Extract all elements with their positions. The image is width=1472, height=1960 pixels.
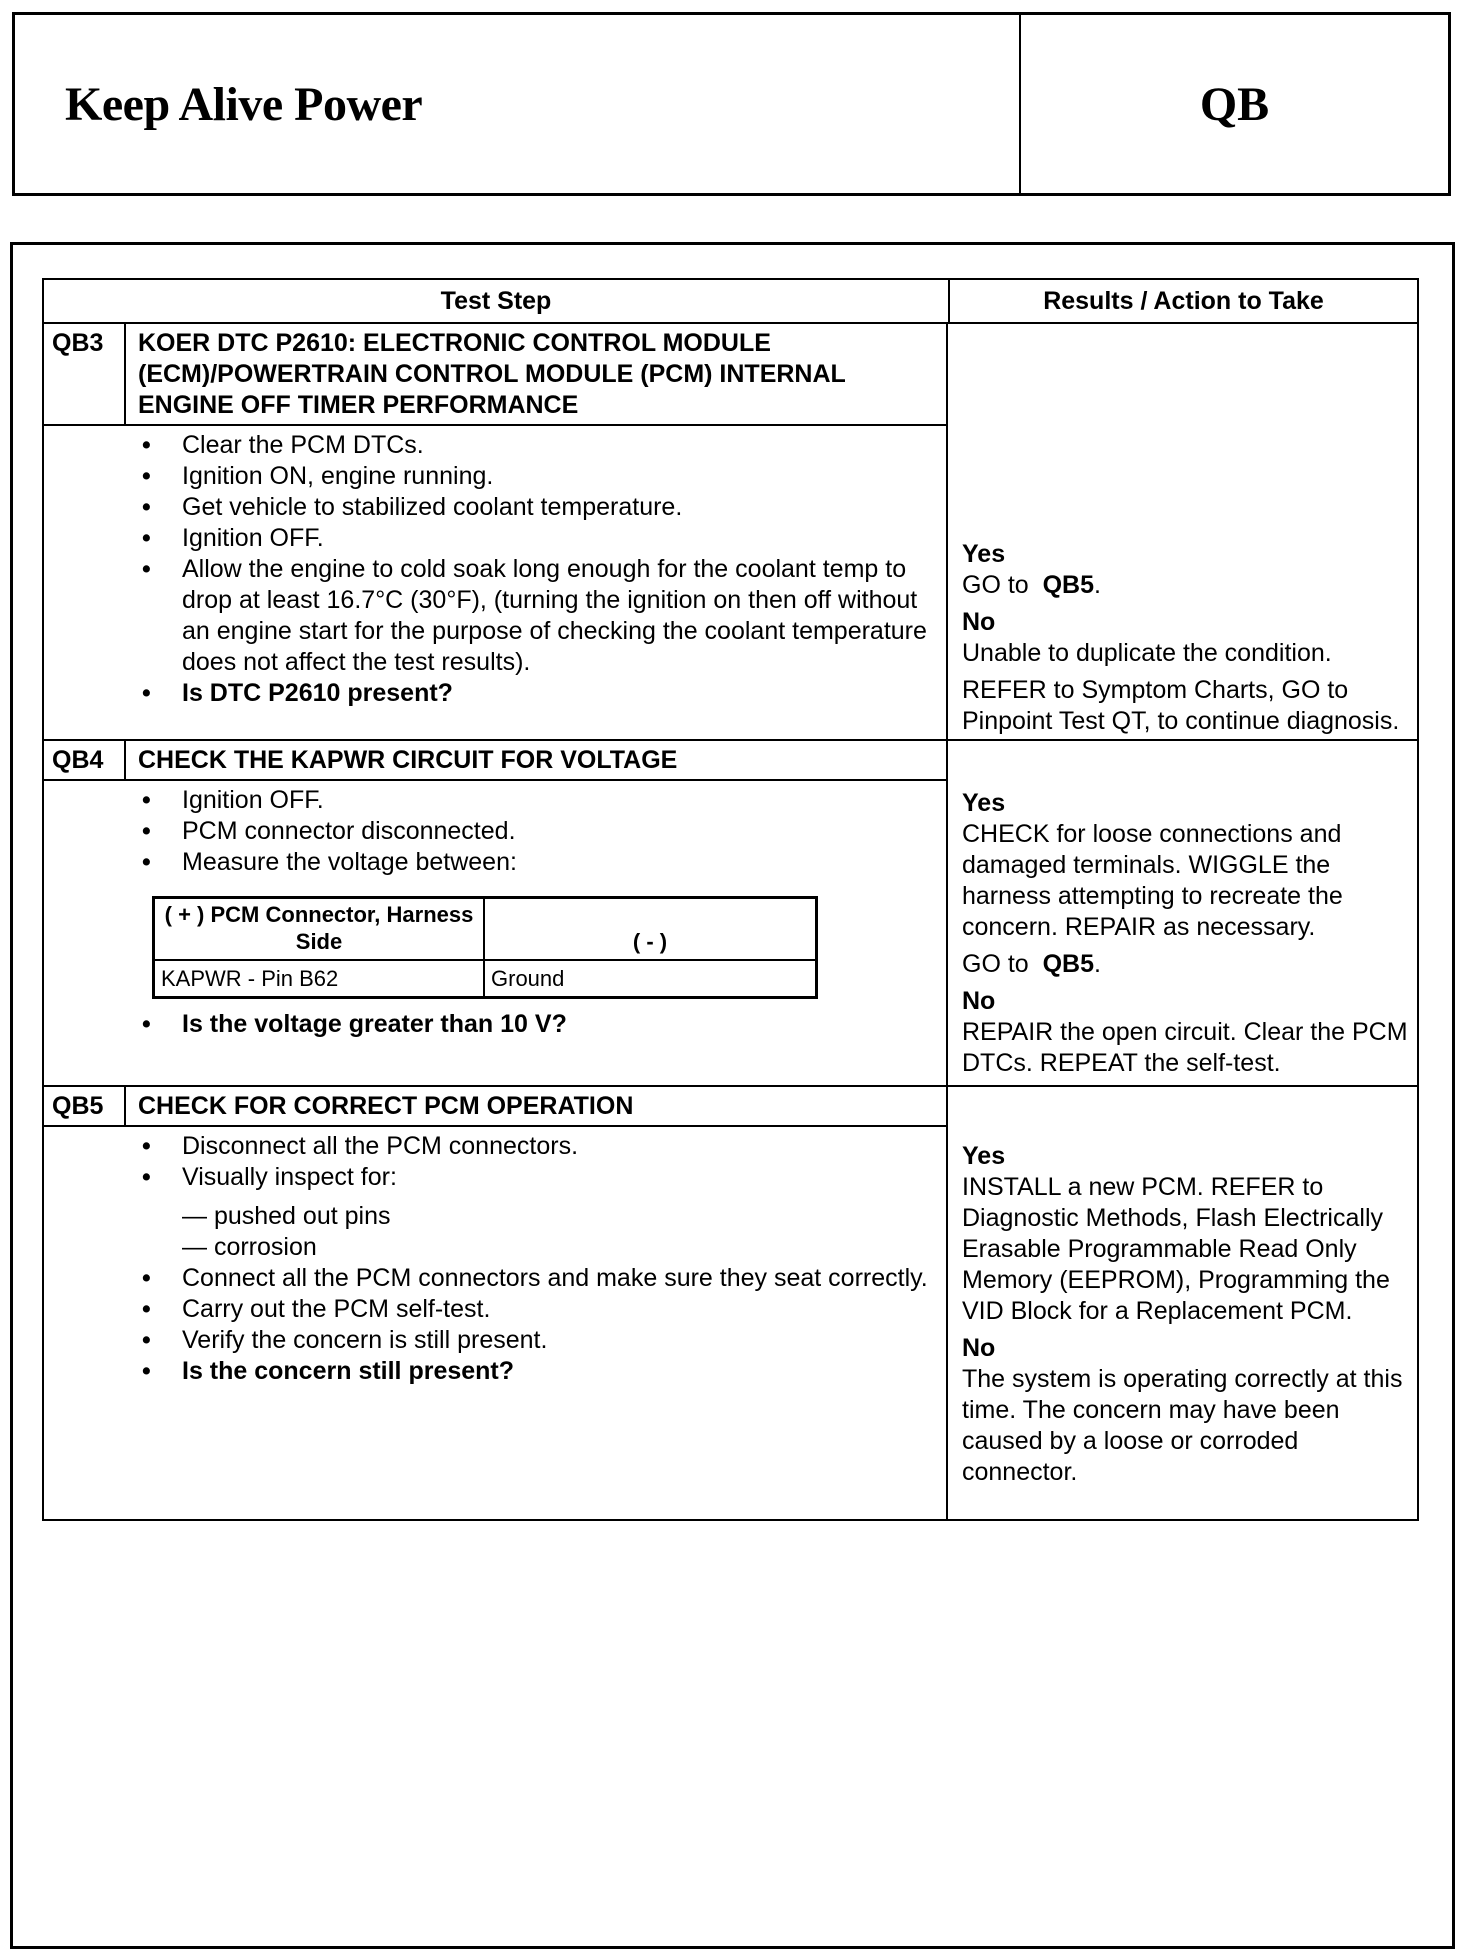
yes-label: Yes: [962, 1142, 1006, 1170]
goto-link-qb5[interactable]: QB5: [1042, 571, 1094, 599]
yes-action: [962, 570, 1409, 601]
step-id: QB5: [44, 1087, 126, 1125]
instruction-item: • Disconnect all the PCM connectors.: [44, 1131, 936, 1162]
step-question: • Is the concern still present?: [44, 1356, 936, 1387]
step-results: [948, 1087, 1417, 1519]
goto-suffix: .: [1094, 571, 1101, 599]
step-instructions: [44, 1127, 946, 1519]
step-heading: CHECK THE KAPWR CIRCUIT FOR VOLTAGE: [138, 746, 678, 774]
measurement-header-positive: ( + ) PCM Connector, Harness Side: [154, 898, 485, 961]
no-action: Unable to duplicate the condition.: [962, 639, 1332, 667]
step-results: [948, 324, 1417, 739]
pinpoint-test-table: [42, 278, 1419, 1521]
instruction-item: • Ignition OFF.: [44, 785, 936, 816]
step-results: [948, 741, 1417, 1085]
test-step-qb5: [44, 1087, 1417, 1519]
page-title: Keep Alive Power: [15, 15, 1021, 193]
step-title-row: [44, 741, 946, 781]
goto-prefix: GO to: [962, 571, 1029, 599]
measurement-positive-pin: KAPWR - Pin B62: [154, 960, 485, 998]
step-title-row: [44, 324, 946, 426]
instruction-item: • Ignition ON, engine running.: [44, 461, 936, 492]
measurement-header-negative: ( - ): [484, 898, 817, 961]
test-step-left: [44, 324, 948, 739]
step-id: QB3: [44, 324, 126, 424]
goto-link-qb5[interactable]: QB5: [1042, 950, 1094, 978]
yes-label: Yes: [962, 540, 1006, 568]
inspection-item: — pushed out pins: [182, 1202, 391, 1230]
no-action: The system is operating correctly at this time. The concern may have been caused by a loose or corroded connector.: [962, 1365, 1403, 1486]
step-id: QB4: [44, 741, 126, 779]
yes-action: INSTALL a new PCM. REFER to Diagnostic Methods, Flash Electrically Erasable Programmable Read Only Memory (EEPROM), Programming the VID Block for a Replacement PCM.: [962, 1173, 1390, 1325]
goto-suffix: .: [1094, 950, 1101, 978]
no-action: REFER to Symptom Charts, GO to Pinpoint Test QT, to continue diagnosis.: [962, 676, 1400, 735]
goto-prefix: GO to: [962, 950, 1029, 978]
inspection-item: — corrosion: [182, 1233, 317, 1261]
test-step-left: [44, 1087, 948, 1519]
column-header-test-step: Test Step: [44, 280, 950, 322]
yes-label: Yes: [962, 789, 1006, 817]
instruction-item: • Carry out the PCM self-test.: [44, 1294, 936, 1325]
step-question: • Is DTC P2610 present?: [44, 678, 936, 709]
test-step-left: [44, 741, 948, 1085]
page-header: [12, 12, 1451, 196]
step-heading: KOER DTC P2610: ELECTRONIC CONTROL MODULE (ECM)/POWERTRAIN CONTROL MODULE (PCM) INTERNAL ENGINE OFF TIMER PERFORMANCE: [138, 329, 846, 419]
test-step-qb3: [44, 324, 1417, 741]
instruction-item: • PCM connector disconnected.: [44, 816, 936, 847]
step-instructions: [44, 781, 946, 1085]
step-heading: CHECK FOR CORRECT PCM OPERATION: [138, 1092, 634, 1120]
no-action: REPAIR the open circuit. Clear the PCM DTCs. REPEAT the self-test.: [962, 1018, 1408, 1077]
table-header: [44, 280, 1417, 324]
step-question: • Is the voltage greater than 10 V?: [44, 1009, 936, 1040]
test-step-qb4: [44, 741, 1417, 1087]
measurement-table: [152, 896, 818, 999]
yes-action: CHECK for loose connections and damaged terminals. WIGGLE the harness attempting to recreate the concern. REPAIR as necessary.: [962, 820, 1343, 941]
instruction-item: • Visually inspect for:: [44, 1162, 936, 1193]
pinpoint-code: QB: [1199, 77, 1270, 131]
instruction-item: • Allow the engine to cold soak long enough for the coolant temp to drop at least 16.7°C (30°F), (turning the ignition on then off without an engine start for the purpose of checking the coolant temperature does not affect the test results).: [44, 554, 936, 678]
instruction-item: • Clear the PCM DTCs.: [44, 430, 936, 461]
instruction-item: • Get vehicle to stabilized coolant temperature.: [44, 492, 936, 523]
table-row: [154, 960, 817, 998]
no-label: No: [962, 608, 996, 636]
no-label: No: [962, 1334, 996, 1362]
instruction-item: • Verify the concern is still present.: [44, 1325, 936, 1356]
instruction-item: • Connect all the PCM connectors and make sure they seat correctly.: [44, 1263, 936, 1294]
step-title-row: [44, 1087, 946, 1127]
instruction-item: • Measure the voltage between:: [44, 847, 936, 878]
no-label: No: [962, 987, 996, 1015]
instruction-item: • Ignition OFF.: [44, 523, 936, 554]
step-instructions: [44, 426, 946, 739]
yes-goto: [962, 949, 1409, 980]
column-header-results: Results / Action to Take: [1043, 286, 1324, 315]
measurement-negative-pin: Ground: [484, 960, 817, 998]
